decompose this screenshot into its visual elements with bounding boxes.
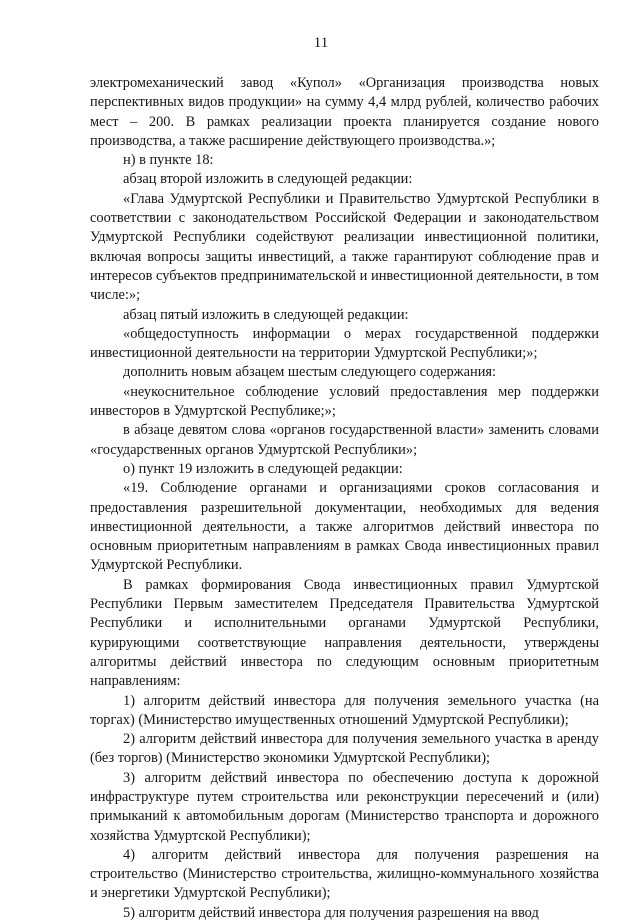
paragraph-item-o: о) пункт 19 изложить в следующей редакции: (123, 460, 403, 477)
paragraph-instruction: абзац пятый изложить в следующей редакции: (123, 306, 409, 323)
paragraph-instruction: дополнить новым абзацем шестым следующего содержания: (123, 364, 497, 381)
list-item: 4) алгоритм действий инвестора для получения разрешения на строительство (Министерство строительства, жилищно-коммунального хозяйства и энергетики Удмуртской Республики); (90, 846, 599, 902)
paragraph-quote: «общедоступность информации о мерах государственной поддержки инвестиционной деятельности на территории Удмуртской Республики;»; (90, 325, 599, 362)
paragraph-instruction: в абзаце девятом слова «органов государственной власти» заменить словами «государственных органов Удмуртской Республики»; (90, 422, 599, 458)
document-body (90, 74, 599, 923)
list-item: 2) алгоритм действий инвестора для получения земельного участка в аренду (без торгов) (Министерство экономики Удмуртской Республики); (90, 731, 599, 767)
page-number: 11 (313, 35, 329, 51)
list-item: 1) алгоритм действий инвестора для получения земельного участка (на торгах) (Министерство имущественных отношений Удмуртской Республики); (90, 692, 599, 728)
paragraph-item-n: н) в пункте 18: (123, 152, 214, 169)
paragraph-continuation: электромеханический завод «Купол» «Организация производства новых перспективных видов продукции» на сумму 4,4 млрд рублей, количество рабочих мест – 200. В рамках реализации проекта планируется создание нового производства, а также расширение действующего производства.»; (90, 75, 599, 149)
paragraph-body: В рамках формирования Свода инвестиционных правил Удмуртской Республики Первым заместителем Председателя Правительства Удмуртской Республики и исполнительными органами Удмуртской Республики, курирующими соответствующие направления деятельности, утверждены алгоритмы действий инвестора по следующим основным приоритетным направлениям: (90, 576, 599, 690)
list-item: 3) алгоритм действий инвестора по обеспечению доступа к дорожной инфраструктуре путем строительства или реконструкции пересечений и (или) примыканий к автомобильным дорогам (Министерство транспорта и дорожного хозяйства Удмуртской Республики); (90, 769, 599, 844)
paragraph-quote: «Глава Удмуртской Республики и Правительство Удмуртской Республики в соответствии с законодательством Российской Федерации и законодательством Удмуртской Республики содействуют реализации инвестиционной политики, включая вопросы защиты инвестиций, а также гарантируют соблюдение прав и интересов субъектов предпринимательской и инвестиционной деятельности, в том числе:»; (90, 190, 599, 304)
paragraph-quote: «19. Соблюдение органами и организациями сроков согласования и предоставления разрешительной документации, необходимых для ведения инвестиционной деятельности, а также алгоритмов действий инвестора по основным приоритетным направлениям в рамках Свода инвестиционных правил Удмуртской Республики. (90, 480, 599, 574)
paragraph-quote: «неукоснительное соблюдение условий предоставления мер поддержки инвесторов в Удмуртской Республике;»; (90, 383, 599, 420)
paragraph-instruction: абзац второй изложить в следующей редакции: (123, 171, 413, 188)
list-item: 5) алгоритм действий инвестора для получения разрешения на ввод (123, 904, 539, 921)
